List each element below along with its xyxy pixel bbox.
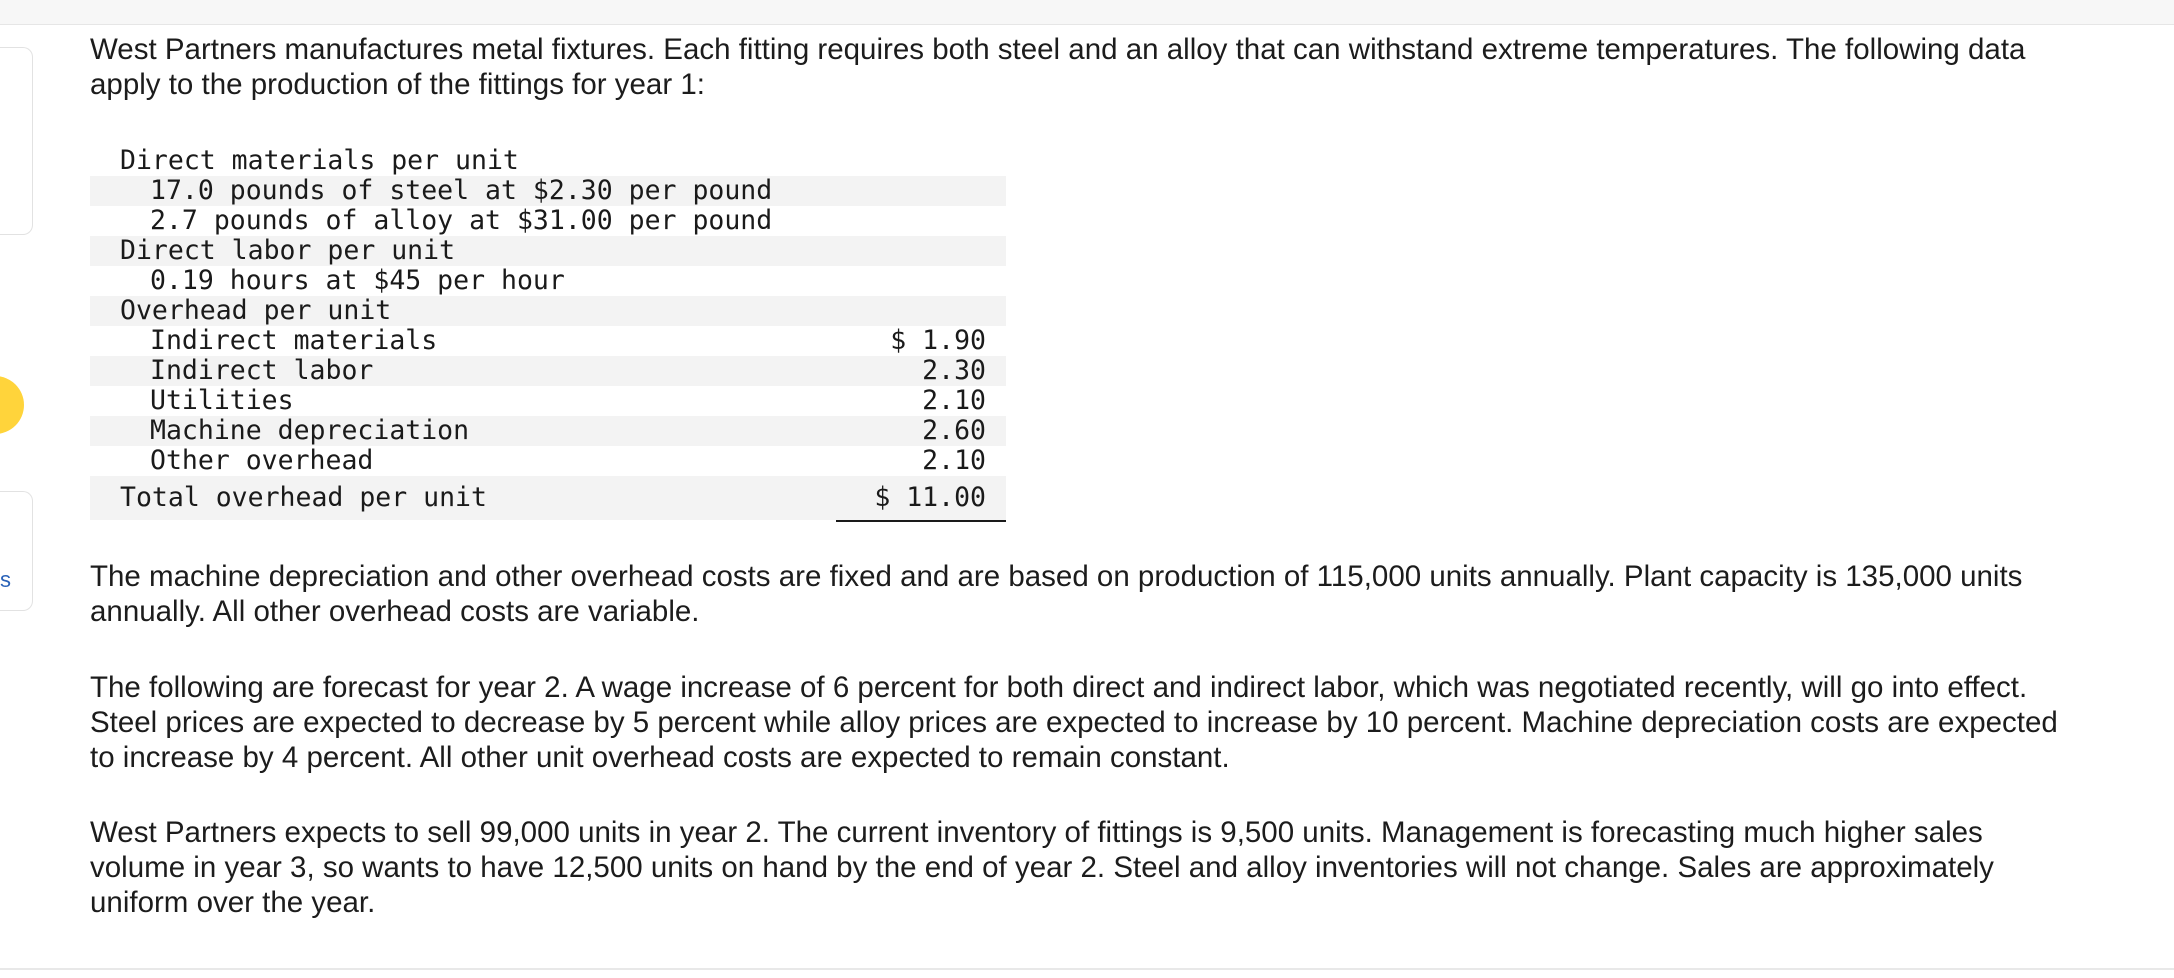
- steel-line: 17.0 pounds of steel at $2.30 per pound: [150, 175, 773, 206]
- total-underline: [836, 520, 1006, 522]
- table-row: [90, 206, 1006, 236]
- table-row: [90, 356, 1006, 386]
- side-panel-link[interactable]: s: [0, 567, 11, 592]
- table-row: [90, 146, 1006, 176]
- top-toolbar-strip: [0, 0, 2174, 25]
- overhead-header: Overhead per unit: [120, 295, 392, 326]
- table-row: [90, 296, 1006, 326]
- overhead-item-label: Machine depreciation: [150, 415, 470, 446]
- table-row: [90, 236, 1006, 266]
- table-row: [90, 386, 1006, 416]
- labor-line: 0.19 hours at $45 per hour: [150, 265, 565, 296]
- total-overhead-label: Total overhead per unit: [120, 482, 487, 513]
- side-panel-card[interactable]: [0, 47, 33, 235]
- overhead-item-label: Utilities: [150, 385, 294, 416]
- overhead-item-label: Indirect materials: [150, 325, 438, 356]
- overhead-item-value: $ 1.90: [890, 325, 986, 356]
- bottom-divider: [0, 968, 2174, 970]
- overhead-item-value: 2.10: [922, 445, 986, 476]
- cost-data-table: [90, 146, 1006, 520]
- table-row: [90, 266, 1006, 296]
- table-row-total: [90, 476, 1006, 520]
- side-panel-card-lower[interactable]: [0, 491, 33, 611]
- overhead-item-value: 2.10: [922, 385, 986, 416]
- forecast-paragraph: The following are forecast for year 2. A wage increase of 6 percent for both direct and indirect labor, which was negotiated recently, will go into effect. Steel prices are expected to decrease by 5 percent while alloy prices are expected to increase by 10 percent. Machine depreciation costs are expected to increase by 4 percent. All other unit overhead costs are expected to remain constant.: [90, 671, 2058, 774]
- overhead-item-label: Indirect labor: [150, 355, 374, 386]
- sales-paragraph: West Partners expects to sell 99,000 units in year 2. The current inventory of fittings is 9,500 units. Management is forecasting much higher sales volume in year 3, so wants to have 12,500 units on hand by the end of year 2. Steel and alloy inventories will not change. Sales are approximately uniform over the year.: [90, 816, 1994, 919]
- overhead-item-value: 2.30: [922, 355, 986, 386]
- alloy-line: 2.7 pounds of alloy at $31.00 per pound: [150, 205, 773, 236]
- fixed-costs-paragraph: The machine depreciation and other overhead costs are fixed and are based on production of 115,000 units annually. Plant capacity is 135,000 units annually. All other overhead costs are variable.: [90, 560, 2023, 628]
- total-overhead-value: $ 11.00: [874, 482, 986, 513]
- table-row: [90, 416, 1006, 446]
- highlight-indicator-icon[interactable]: [0, 376, 24, 434]
- direct-labor-header: Direct labor per unit: [120, 235, 456, 266]
- table-row: [90, 326, 1006, 356]
- overhead-item-label: Other overhead: [150, 445, 374, 476]
- table-row: [90, 176, 1006, 206]
- intro-paragraph: West Partners manufactures metal fixtures. Each fitting requires both steel and an alloy that can withstand extreme temperatures. The following data apply to the production of the fittings for year 1:: [90, 33, 2026, 101]
- overhead-item-value: 2.60: [922, 415, 986, 446]
- table-row: [90, 446, 1006, 476]
- direct-materials-header: Direct materials per unit: [120, 145, 519, 176]
